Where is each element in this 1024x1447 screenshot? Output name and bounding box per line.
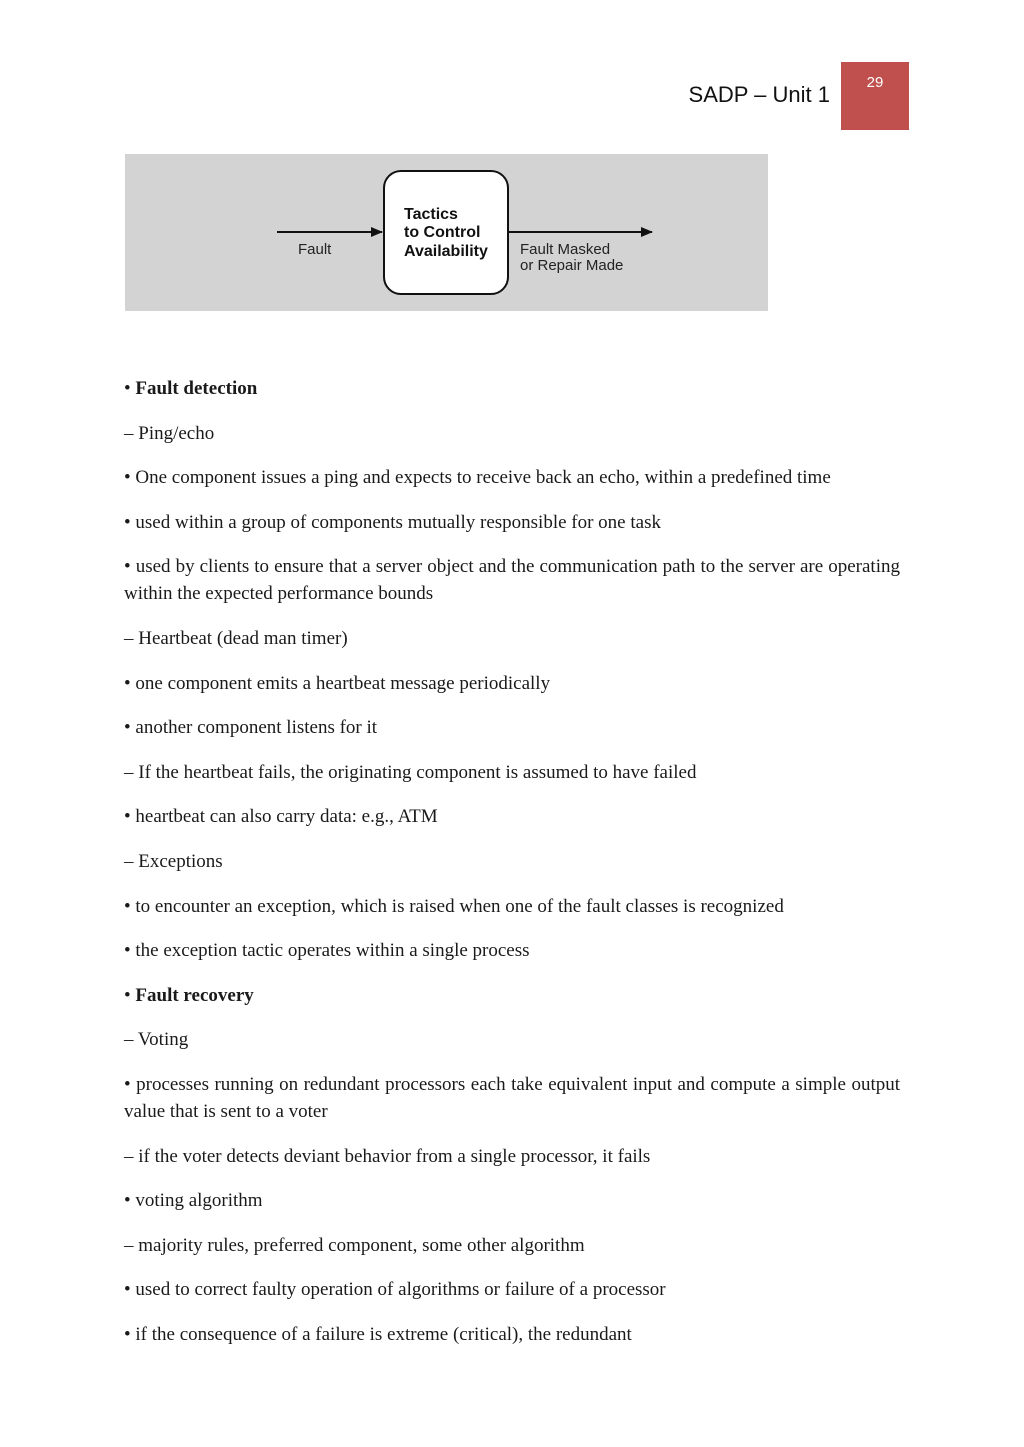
line-text: – If the heartbeat fails, the originating component is assumed to have failed (124, 761, 697, 783)
text-line (124, 375, 900, 402)
text-line (124, 464, 900, 491)
output-label-line-1: Fault Masked (520, 241, 611, 258)
output-arrow-label (520, 241, 623, 274)
line-text: – Voting (124, 1029, 189, 1051)
input-arrow-label: Fault (298, 241, 332, 258)
line-text: • the exception tactic operates within a single process (124, 940, 530, 962)
text-line (124, 553, 900, 607)
line-text: – majority rules, preferred component, some other algorithm (124, 1234, 585, 1256)
tactics-box-label-line-1: Tactics (404, 206, 458, 223)
text-line (124, 1143, 900, 1170)
line-text: • One component issues a ping and expects to receive back an echo, within a predefined time (124, 467, 831, 489)
text-line (124, 1187, 900, 1214)
section-heading: Fault recovery (135, 984, 254, 1006)
body-text (124, 375, 900, 1365)
line-text: • heartbeat can also carry data: e.g., ATM (124, 806, 438, 828)
line-text: • if the consequence of a failure is extreme (critical), the redundant (124, 1323, 632, 1345)
text-line (124, 509, 900, 536)
text-line (124, 759, 900, 786)
text-line (124, 1321, 900, 1348)
tactics-box-label-line-3: Availability (404, 243, 488, 260)
text-line (124, 420, 900, 447)
availability-tactics-diagram (125, 154, 768, 311)
text-line (124, 1232, 900, 1259)
page-header-title: SADP – Unit 1 (688, 82, 830, 107)
line-text: – Exceptions (124, 850, 223, 872)
line-text: • voting algorithm (124, 1190, 263, 1212)
text-line (124, 982, 900, 1009)
line-text: – if the voter detects deviant behavior from a single processor, it fails (124, 1145, 651, 1167)
text-line (124, 670, 900, 697)
bullet-marker: • (124, 984, 136, 1006)
tactics-box-label-line-2: to Control (404, 224, 481, 241)
text-line (124, 848, 900, 875)
text-line (124, 714, 900, 741)
line-text: – Heartbeat (dead man timer) (124, 627, 348, 649)
section-heading: Fault detection (135, 378, 258, 399)
text-line (124, 893, 900, 920)
bullet-marker: • (124, 378, 136, 399)
text-line (124, 1071, 900, 1125)
text-line (124, 937, 900, 964)
line-text: – Ping/echo (124, 422, 215, 444)
text-line (124, 1276, 900, 1303)
page-number-badge (841, 62, 909, 130)
line-text: • used by clients to ensure that a server object and the communication path to the server are operating within the expected performance bounds (124, 556, 900, 605)
line-text: • one component emits a heartbeat message periodically (124, 672, 551, 694)
line-text: • processes running on redundant processors each take equivalent input and compute a simple output value that is sent to a voter (124, 1073, 900, 1122)
line-text: • used to correct faulty operation of algorithms or failure of a processor (124, 1279, 666, 1301)
page-number: 29 (866, 74, 884, 91)
line-text: • another component listens for it (124, 717, 378, 739)
line-text: • to encounter an exception, which is raised when one of the fault classes is recognized (124, 895, 784, 917)
text-line (124, 625, 900, 652)
text-line (124, 803, 900, 830)
line-text: • used within a group of components mutually responsible for one task (124, 511, 661, 533)
output-label-line-2: or Repair Made (520, 257, 624, 274)
text-line (124, 1026, 900, 1053)
